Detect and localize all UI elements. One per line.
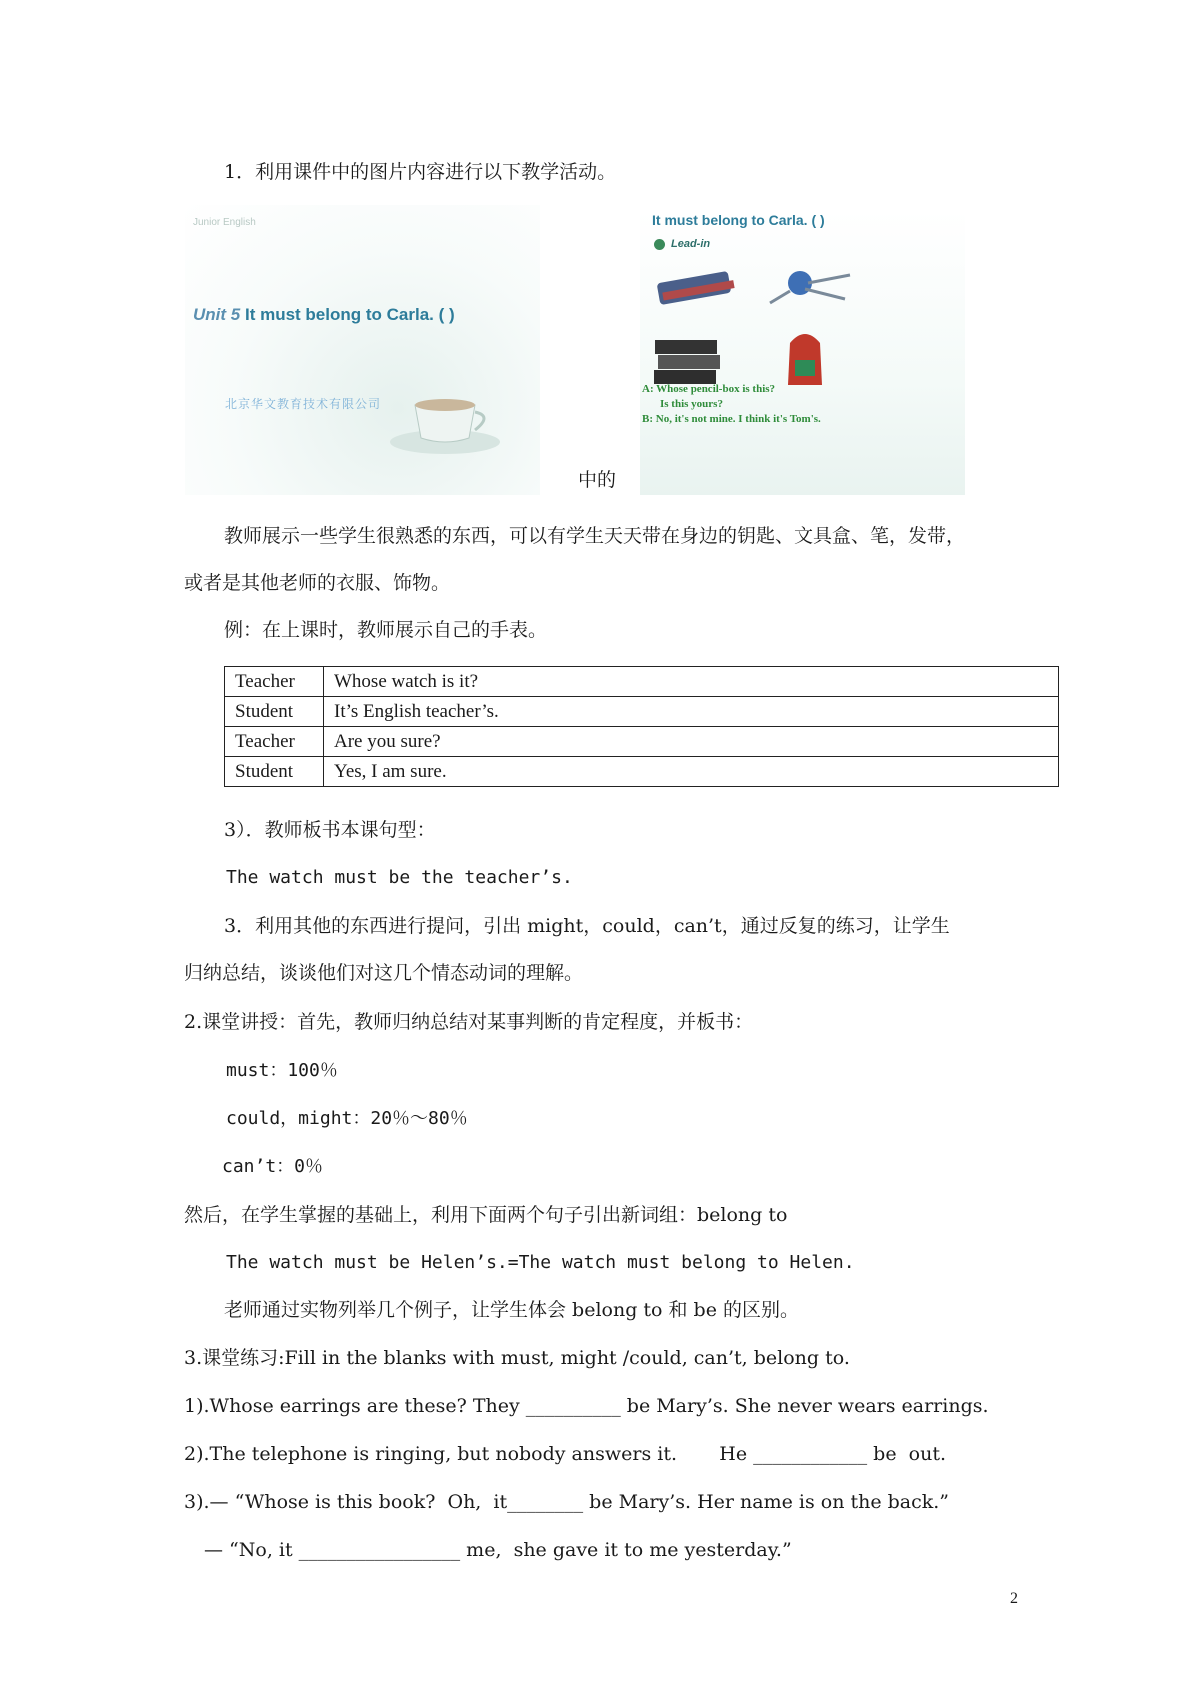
step-3-heading: 3）．教师板书本课句型： <box>224 819 436 841</box>
slide2-objects <box>640 255 965 395</box>
keys-icon <box>770 271 850 303</box>
speaker-cell: Teacher <box>225 667 324 697</box>
slide2-dialog-a: A: Whose pencil-box is this? <box>642 383 776 395</box>
caption-zhongde: 中的 <box>578 469 617 491</box>
helen-sentence: The watch must be Helen’s.=The watch must belong to Helen. <box>226 1252 855 1273</box>
must-percent: must：100％ <box>226 1060 338 1081</box>
question-1: 1).Whose earrings are these? They __________ be Mary’s. She never wears earrings. <box>184 1395 989 1417</box>
dialog-table <box>224 666 1059 787</box>
slide-title-text: It must belong to Carla. ( ) <box>244 305 455 324</box>
lead-in-label: Lead-in <box>671 238 711 250</box>
line-cell: Whose watch is it? <box>324 667 1059 697</box>
slide2-lead-in <box>654 238 710 250</box>
paragraph-1-line-2: 或者是其他老师的衣服、饰物。 <box>184 572 451 594</box>
line-cell: Yes, I am sure. <box>324 757 1059 787</box>
table-row <box>225 697 1059 727</box>
speaker-cell: Teacher <box>225 727 324 757</box>
lecture-heading: 2.课堂讲授：首先，教师归纳总结对某事判断的肯定程度，并板书： <box>184 1011 754 1033</box>
line-cell: Are you sure? <box>324 727 1059 757</box>
paragraph-3-line-2: 归纳总结，谈谈他们对这几个情态动词的理解。 <box>184 962 584 984</box>
question-2: 2).The telephone is ringing, but nobody answers it. He ____________ be out. <box>184 1443 947 1465</box>
slide2-title: It must belong to Carla. ( ) <box>652 212 825 228</box>
exercise-heading: 3.课堂练习:Fill in the blanks with must, might /could, can’t, belong to. <box>184 1347 850 1369</box>
slide-image-unit5-title <box>185 205 540 495</box>
step-3-sentence: The watch must be the teacher’s. <box>226 867 573 888</box>
example-line: 例：在上课时，教师展示自己的手表。 <box>224 619 548 641</box>
teacher-examples: 老师通过实物列举几个例子，让学生体会 belong to 和 be 的区别。 <box>224 1299 800 1321</box>
question-3: 3).— “Whose is this book? Oh, it________ be Mary’s. Her name is on the back.” <box>184 1491 950 1513</box>
line-cell: It’s English teacher’s. <box>324 697 1059 727</box>
backpack-icon <box>788 334 822 385</box>
coffee-cup-icon <box>385 380 505 460</box>
speaker-cell: Student <box>225 697 324 727</box>
table-row <box>225 727 1059 757</box>
books-icon <box>654 340 720 384</box>
cant-percent: can’t：0％ <box>222 1156 324 1177</box>
slide-image-lead-in <box>640 210 965 495</box>
paragraph-3-line-1: 3．利用其他的东西进行提问，引出 might，could，can’t，通过反复的练习，让学生 <box>224 915 950 937</box>
step-1-text: 1．利用课件中的图片内容进行以下教学活动。 <box>224 161 617 183</box>
slide2-dialog-c: B: No, it's not mine. I think it's Tom's. <box>642 413 821 425</box>
slide2-dialog <box>642 382 821 427</box>
could-might-percent: could，might：20％～80％ <box>226 1108 468 1129</box>
page-number: 2 <box>1010 1590 1018 1607</box>
lead-in-icon <box>654 239 665 250</box>
pencil-box-icon <box>657 271 735 305</box>
slide-caption: 北京华文教育技术有限公司 <box>225 397 382 411</box>
belong-to-intro: 然后，在学生掌握的基础上，利用下面两个句子引出新词组：belong to <box>184 1204 788 1226</box>
table-row <box>225 757 1059 787</box>
slide-small-label: Junior English <box>193 217 256 228</box>
table-row <box>225 667 1059 697</box>
speaker-cell: Student <box>225 757 324 787</box>
question-3-reply: — “No, it _________________ me, she gave it to me yesterday.” <box>204 1539 792 1561</box>
slide2-dialog-b: Is this yours? <box>660 398 723 410</box>
paragraph-1-line-1: 教师展示一些学生很熟悉的东西，可以有学生天天带在身边的钥匙、文具盒、笔，发带， <box>224 525 966 547</box>
slide-title <box>193 305 455 325</box>
slide-unit-label: Unit 5 <box>193 305 241 324</box>
